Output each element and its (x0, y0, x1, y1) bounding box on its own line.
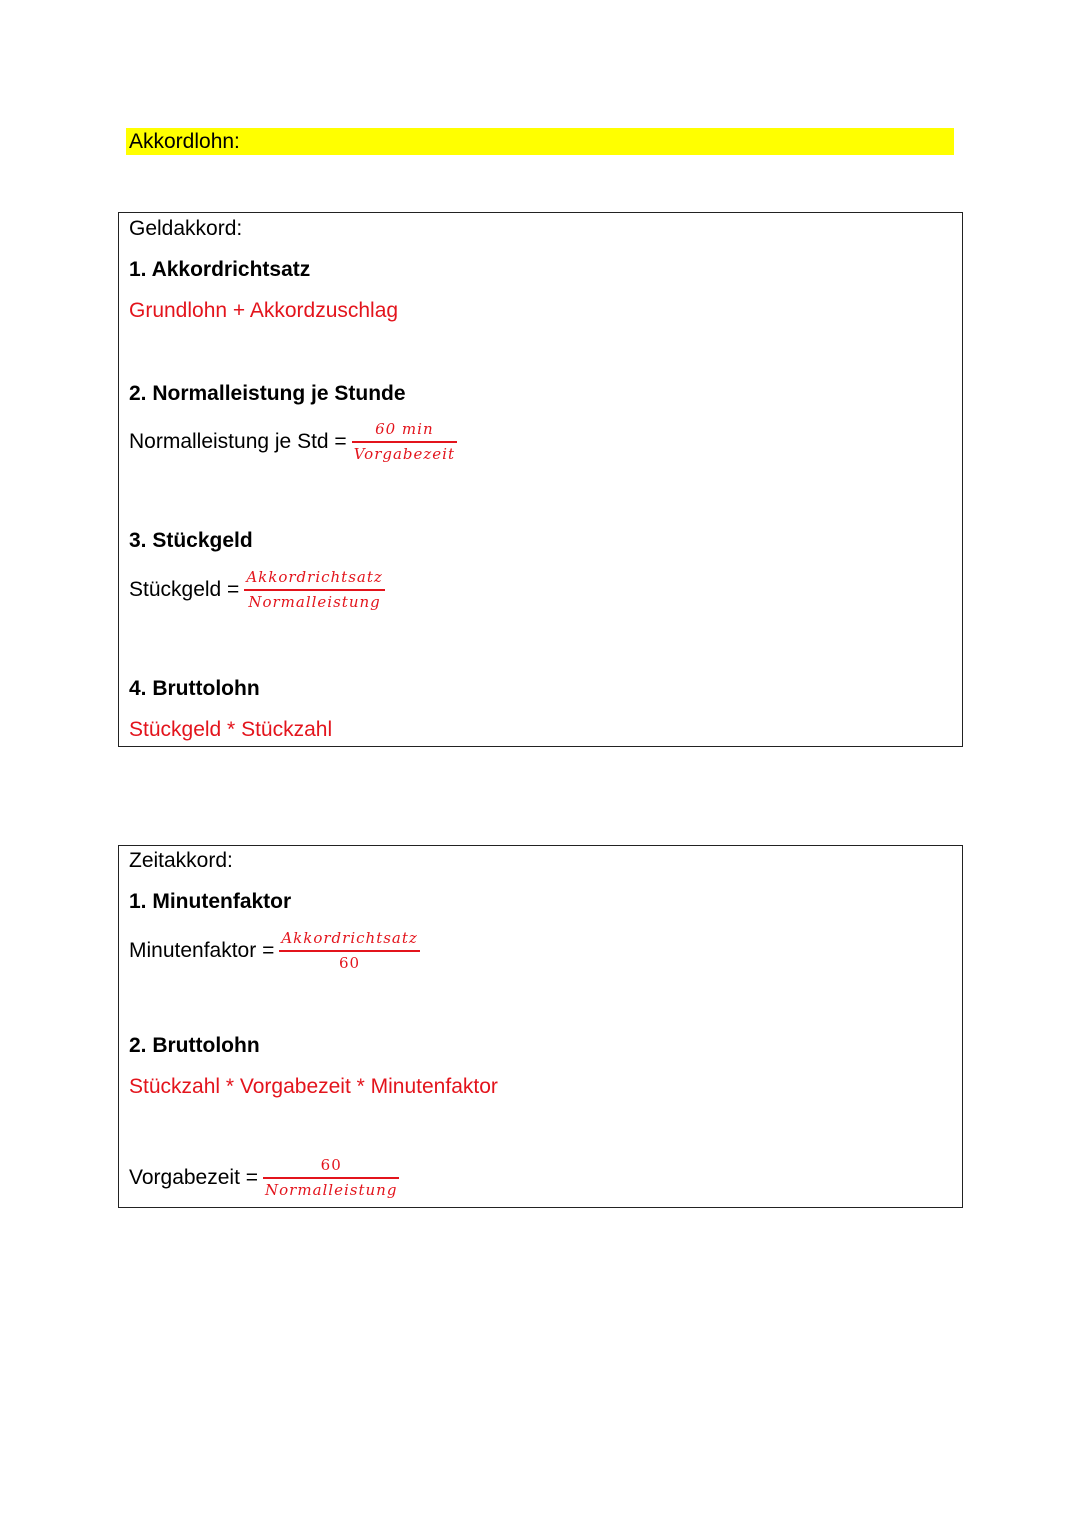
formula-minutenfaktor (129, 929, 420, 973)
zeitakkord-heading: Zeitakkord: (129, 849, 233, 872)
fraction (244, 568, 384, 612)
formula-lhs: Normalleistung je Std = (129, 430, 347, 453)
fraction (352, 420, 457, 464)
fraction-numerator: 60 (320, 1156, 342, 1174)
fraction-denominator: Normalleistung (263, 1177, 399, 1200)
fraction-denominator: 60 (279, 950, 419, 973)
geldakkord-box (118, 212, 963, 747)
formula-lhs: Vorgabezeit = (129, 1166, 259, 1189)
formula-bruttolohn: Stückgeld * Stückzahl (129, 718, 333, 741)
section-title-stueckgeld: 3. Stückgeld (129, 529, 253, 552)
section-title-normalleistung: 2. Normalleistung je Stunde (129, 382, 406, 405)
formula-lhs: Stückgeld = (129, 578, 240, 601)
fraction (263, 1156, 399, 1200)
fraction (279, 929, 419, 973)
geldakkord-heading: Geldakkord: (129, 217, 243, 240)
section-title-minutenfaktor: 1. Minutenfaktor (129, 890, 292, 913)
section-title-akkordrichtsatz: 1. Akkordrichtsatz (129, 258, 311, 281)
fraction-denominator: Vorgabezeit (352, 441, 457, 464)
fraction-denominator: Normalleistung (244, 589, 384, 612)
page-title: Akkordlohn: (129, 130, 240, 153)
formula-stueckgeld (129, 568, 385, 612)
fraction-numerator: Akkordrichtsatz (246, 568, 383, 586)
formula-normalleistung (129, 420, 457, 464)
formula-akkordrichtsatz: Grundlohn + Akkordzuschlag (129, 299, 399, 322)
fraction-numerator: 60 min (375, 420, 434, 438)
formula-lhs: Minutenfaktor = (129, 939, 275, 962)
section-title-bruttolohn: 2. Bruttolohn (129, 1034, 260, 1057)
page-title-highlight (126, 128, 954, 155)
formula-vorgabezeit (129, 1156, 399, 1200)
zeitakkord-box (118, 845, 963, 1208)
formula-bruttolohn: Stückzahl * Vorgabezeit * Minutenfaktor (129, 1075, 498, 1098)
section-title-bruttolohn: 4. Bruttolohn (129, 677, 260, 700)
fraction-numerator: Akkordrichtsatz (281, 929, 418, 947)
